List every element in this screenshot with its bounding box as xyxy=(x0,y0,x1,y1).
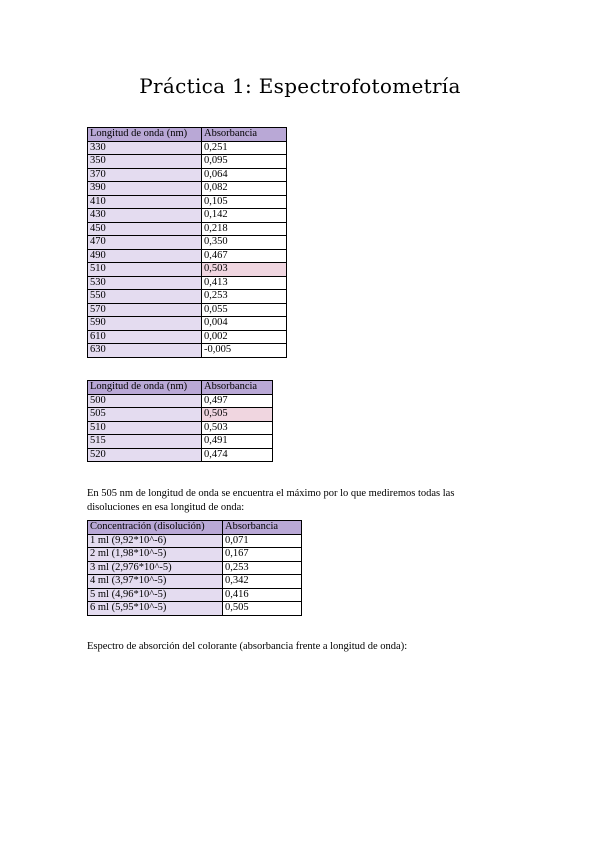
column-header: Absorbancia xyxy=(223,521,302,535)
wavelength-cell: 450 xyxy=(88,222,202,236)
absorbance-cell: 0,416 xyxy=(223,588,302,602)
absorbance-cell: 0,491 xyxy=(202,435,273,449)
absorbance-cell: 0,167 xyxy=(223,548,302,562)
absorbance-cell: 0,474 xyxy=(202,448,273,462)
table-row xyxy=(88,421,273,435)
page-title: Práctica 1: Espectrofotometría xyxy=(139,74,461,98)
wavelength-cell: 515 xyxy=(88,435,202,449)
table-row-max xyxy=(88,263,287,277)
wavelength-cell: 505 xyxy=(88,408,202,422)
table-row xyxy=(88,236,287,250)
table-row xyxy=(88,182,287,196)
absorbance-cell: 0,064 xyxy=(202,168,287,182)
column-header: Longitud de onda (nm) xyxy=(88,128,202,142)
table-row xyxy=(88,602,302,616)
table-row xyxy=(88,303,287,317)
wavelength-cell: 490 xyxy=(88,249,202,263)
wavelength-cell: 500 xyxy=(88,394,202,408)
table-row xyxy=(88,141,287,155)
concentration-cell: 1 ml (9,92*10^-6) xyxy=(88,534,223,548)
absorbance-cell: 0,253 xyxy=(223,561,302,575)
absorbance-cell: 0,413 xyxy=(202,276,287,290)
table-row xyxy=(88,534,302,548)
wavelength-cell: 430 xyxy=(88,209,202,223)
table-header-row xyxy=(88,381,273,395)
concentration-cell: 4 ml (3,97*10^-5) xyxy=(88,575,223,589)
table-row xyxy=(88,249,287,263)
table-row xyxy=(88,290,287,304)
wavelength-cell: 510 xyxy=(88,263,202,277)
table-row xyxy=(88,575,302,589)
table-row xyxy=(88,561,302,575)
table-row-max xyxy=(88,408,273,422)
wavelength-cell: 510 xyxy=(88,421,202,435)
concentration-cell: 2 ml (1,98*10^-5) xyxy=(88,548,223,562)
table-row xyxy=(88,435,273,449)
concentration-cell: 3 ml (2,976*10^-5) xyxy=(88,561,223,575)
wavelength-cell: 610 xyxy=(88,330,202,344)
wavelength-cell: 330 xyxy=(88,141,202,155)
table-row xyxy=(88,588,302,602)
wavelength-cell: 390 xyxy=(88,182,202,196)
wavelength-cell: 470 xyxy=(88,236,202,250)
absorbance-cell: 0,253 xyxy=(202,290,287,304)
concentration-cell: 5 ml (4,96*10^-5) xyxy=(88,588,223,602)
table-row xyxy=(88,222,287,236)
absorbance-cell: 0,142 xyxy=(202,209,287,223)
table-row xyxy=(88,317,287,331)
absorbance-cell: -0,005 xyxy=(202,344,287,358)
absorbance-cell: 0,503 xyxy=(202,421,273,435)
concentration-cell: 6 ml (5,95*10^-5) xyxy=(88,602,223,616)
wavelength-cell: 530 xyxy=(88,276,202,290)
paragraph-spectrum-caption: Espectro de absorción del colorante (absorbancia frente a longitud de onda): xyxy=(87,641,408,652)
absorbance-cell: 0,497 xyxy=(202,394,273,408)
absorbance-cell: 0,004 xyxy=(202,317,287,331)
concentration-absorbance-table xyxy=(87,520,302,616)
absorbance-cell: 0,105 xyxy=(202,195,287,209)
absorbance-cell: 0,055 xyxy=(202,303,287,317)
absorbance-cell: 0,467 xyxy=(202,249,287,263)
table-header-row xyxy=(88,128,287,142)
table-row xyxy=(88,548,302,562)
table-row xyxy=(88,448,273,462)
table-row xyxy=(88,394,273,408)
absorbance-cell-highlighted: 0,503 xyxy=(202,263,287,277)
column-header: Concentración (disolución) xyxy=(88,521,223,535)
absorbance-cell: 0,350 xyxy=(202,236,287,250)
wavelength-cell: 350 xyxy=(88,155,202,169)
table-row xyxy=(88,276,287,290)
paragraph-max-wavelength: En 505 nm de longitud de onda se encuentra el máximo por lo que mediremos todas las disoluciones en esa longitud de onda: xyxy=(87,488,455,513)
absorbance-cell: 0,095 xyxy=(202,155,287,169)
absorbance-cell: 0,002 xyxy=(202,330,287,344)
table-row xyxy=(88,344,287,358)
absorbance-cell: 0,251 xyxy=(202,141,287,155)
absorbance-cell: 0,071 xyxy=(223,534,302,548)
column-header: Absorbancia xyxy=(202,381,273,395)
table-row xyxy=(88,330,287,344)
column-header: Longitud de onda (nm) xyxy=(88,381,202,395)
wavelength-cell: 570 xyxy=(88,303,202,317)
wavelength-cell: 590 xyxy=(88,317,202,331)
absorbance-cell: 0,342 xyxy=(223,575,302,589)
absorbance-cell: 0,082 xyxy=(202,182,287,196)
wavelength-cell: 410 xyxy=(88,195,202,209)
column-header: Absorbancia xyxy=(202,128,287,142)
absorbance-cell: 0,505 xyxy=(223,602,302,616)
table-header-row xyxy=(88,521,302,535)
fine-wavelength-table xyxy=(87,380,273,462)
table-row xyxy=(88,195,287,209)
wavelength-cell: 550 xyxy=(88,290,202,304)
wavelength-absorbance-table xyxy=(87,127,287,358)
table-row xyxy=(88,155,287,169)
wavelength-cell: 630 xyxy=(88,344,202,358)
wavelength-cell: 520 xyxy=(88,448,202,462)
absorbance-cell-highlighted: 0,505 xyxy=(202,408,273,422)
table-row xyxy=(88,168,287,182)
absorbance-cell: 0,218 xyxy=(202,222,287,236)
table-row xyxy=(88,209,287,223)
wavelength-cell: 370 xyxy=(88,168,202,182)
